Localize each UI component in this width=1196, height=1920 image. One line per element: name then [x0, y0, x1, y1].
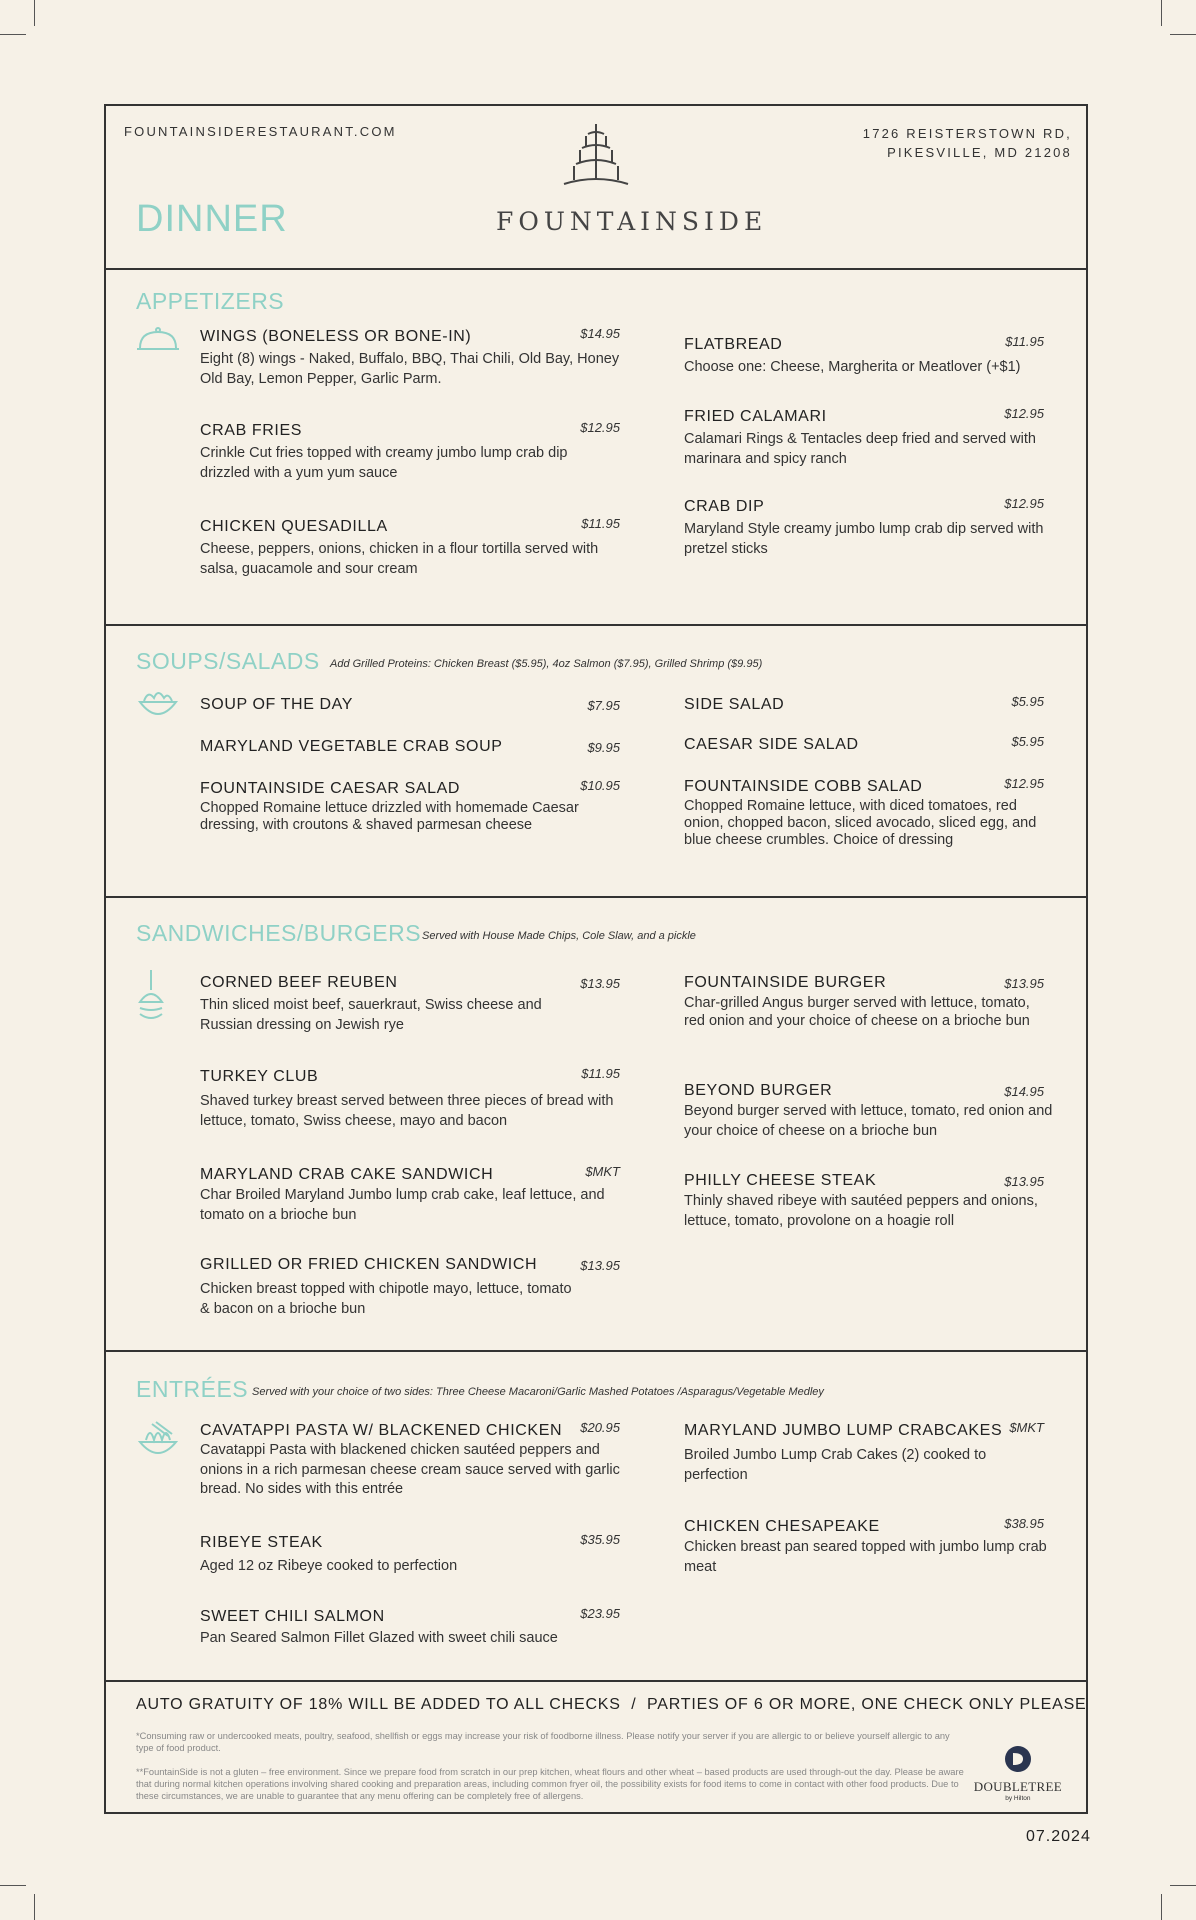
salad-bowl-icon	[136, 686, 180, 727]
burger-icon	[136, 968, 166, 1029]
cloche-icon	[136, 326, 180, 359]
item-price: $13.95	[580, 976, 620, 991]
menu-item	[200, 1068, 620, 1131]
item-price: $5.95	[1011, 694, 1044, 709]
item-name: SOUP OF THE DAY	[200, 696, 354, 713]
item-price: $12.95	[580, 420, 620, 435]
item-price: $35.95	[580, 1532, 620, 1547]
allergen-disclaimer: **FountainSide is not a gluten – free environment. Since we prepare food from scratch in our prep kitchen, wheat flours and other wheat – based products are used through-out the day. Please be aware that during normal kitchen operations involving shared cooking and preparation areas, including common fryer oil, the possibility exists for food items to come in contact with other food products. Due to these circumstances, we are unable to guarantee that any menu offering can be completely free of allergens.	[136, 1767, 964, 1801]
partner-sub: by Hilton	[1005, 1795, 1031, 1802]
fountain-icon	[556, 120, 636, 200]
section-title: ENTRÉES	[136, 1376, 249, 1402]
crop-mark	[34, 1894, 35, 1920]
menu-item	[200, 1422, 620, 1500]
item-price: $13.95	[580, 1258, 620, 1273]
item-name: FLATBREAD	[684, 336, 783, 353]
menu-item	[684, 336, 1044, 378]
menu-item	[684, 1082, 1053, 1141]
item-name: CORNED BEEF REUBEN	[200, 974, 398, 991]
website-link[interactable]: FOUNTAINSIDERESTAURANT.COM	[124, 124, 397, 139]
menu-item	[684, 974, 1044, 1030]
item-description: Cavatappi Pasta with blackened chicken sautéed peppers and onions in a rich parmesan cheese cream sauce served with garlic bread. No sides with this entrée	[200, 1442, 620, 1497]
menu-item	[200, 328, 620, 389]
item-price: $20.95	[580, 1420, 620, 1435]
menu-item	[684, 778, 1044, 849]
menu-item	[200, 518, 620, 579]
pasta-bowl-icon	[136, 1420, 180, 1465]
address-line-1: 1726 REISTERSTOWN RD,	[862, 126, 1072, 141]
crop-mark	[1161, 1894, 1162, 1920]
menu-item	[684, 696, 1044, 714]
menu-item	[684, 1172, 1044, 1231]
item-name: TURKEY CLUB	[200, 1068, 319, 1085]
item-price: $7.95	[587, 698, 620, 713]
menu-frame	[104, 104, 1088, 1814]
item-description: Choose one: Cheese, Margherita or Meatlover (+$1)	[684, 359, 1021, 375]
item-price: $11.95	[581, 516, 620, 531]
section-title: SANDWICHES/BURGERS	[136, 920, 422, 946]
crop-mark	[1170, 34, 1196, 35]
section-note: Served with your choice of two sides: Three Cheese Macaroni/Garlic Mashed Potatoes /Asparagus/Vegetable Medley	[252, 1386, 824, 1398]
item-price: $12.95	[1004, 406, 1044, 421]
item-description: Calamari Rings & Tentacles deep fried and served with marinara and spicy ranch	[684, 431, 1036, 467]
item-price: $MKT	[1009, 1420, 1044, 1435]
item-name: MARYLAND VEGETABLE CRAB SOUP	[200, 738, 503, 755]
item-description: Chopped Romaine lettuce, with diced tomatoes, red onion, chopped bacon, sliced avocado, sliced egg, and blue cheese crumbles. Choice of dressing	[684, 798, 1037, 848]
item-description: Beyond burger served with lettuce, tomato, red onion and your choice of cheese on a brioche bun	[684, 1103, 1053, 1139]
item-name: MARYLAND CRAB CAKE SANDWICH	[200, 1166, 494, 1183]
item-name: CHICKEN CHESAPEAKE	[684, 1518, 880, 1535]
item-price: $5.95	[1011, 734, 1044, 749]
tree-icon	[1003, 1744, 1033, 1774]
item-name: MARYLAND JUMBO LUMP CRABCAKES	[684, 1422, 1003, 1439]
item-description: Thin sliced moist beef, sauerkraut, Swiss cheese and Russian dressing on Jewish rye	[200, 997, 542, 1033]
menu-date: 07.2024	[1026, 1828, 1091, 1845]
item-description: Pan Seared Salmon Fillet Glazed with sweet chili sauce	[200, 1630, 558, 1646]
menu-item	[684, 408, 1044, 469]
item-price: $MKT	[585, 1164, 620, 1179]
section-appetizers	[106, 268, 1086, 626]
crop-mark	[1170, 1885, 1196, 1886]
menu-item	[200, 974, 620, 1035]
partner-name: DOUBLETREE	[973, 1779, 1062, 1794]
item-name: SIDE SALAD	[684, 696, 785, 713]
item-description: Shaved turkey breast served between three pieces of bread with lettuce, tomato, Swiss cheese, mayo and bacon	[200, 1093, 614, 1129]
restaurant-logo	[496, 120, 768, 236]
menu-item	[200, 1534, 620, 1577]
item-name: WINGS (BONELESS OR BONE-IN)	[200, 328, 472, 345]
crop-mark	[0, 1885, 26, 1886]
gratuity-notice: AUTO GRATUITY OF 18% WILL BE ADDED TO ALL CHECKS / PARTIES OF 6 OR MORE, ONE CHECK ONLY PLEASE	[136, 1696, 1087, 1713]
menu-item	[200, 422, 620, 483]
menu-header	[106, 106, 1086, 270]
item-description: Chicken breast topped with chipotle mayo, lettuce, tomato & bacon on a brioche bun	[200, 1281, 572, 1317]
item-name: CRAB FRIES	[200, 422, 303, 439]
item-name: SWEET CHILI SALMON	[200, 1608, 385, 1625]
item-description: Cheese, peppers, onions, chicken in a flour tortilla served with salsa, guacamole and sour cream	[200, 541, 599, 577]
section-entrees	[106, 1352, 1086, 1682]
item-description: Char Broiled Maryland Jumbo lump crab cake, leaf lettuce, and tomato on a brioche bun	[200, 1187, 605, 1223]
item-price: $9.95	[587, 740, 620, 755]
item-description: Chopped Romaine lettuce drizzled with homemade Caesar dressing, with croutons & shaved parmesan cheese	[200, 800, 579, 833]
item-price: $12.95	[1004, 776, 1044, 791]
item-name: CAVATAPPI PASTA W/ BLACKENED CHICKEN	[200, 1422, 563, 1439]
item-description: Char-grilled Angus burger served with lettuce, tomato, red onion and your choice of cheese on a brioche bun	[684, 995, 1030, 1029]
item-name: FOUNTAINSIDE BURGER	[684, 974, 887, 991]
item-price: $10.95	[580, 778, 620, 793]
menu-footer	[106, 1682, 1086, 1814]
item-name: FOUNTAINSIDE COBB SALAD	[684, 778, 923, 795]
logo-wordmark: FOUNTAINSIDE	[496, 207, 768, 236]
partner-logo	[974, 1744, 1062, 1802]
item-price: $12.95	[1004, 496, 1044, 511]
item-price: $13.95	[1004, 976, 1044, 991]
item-price: $11.95	[581, 1066, 620, 1081]
section-sandwiches-burgers	[106, 898, 1086, 1352]
food-safety-disclaimer: *Consuming raw or undercooked meats, poultry, seafood, shellfish or eggs may increase your risk of foodborne illness. Please notify your server if you are allergic to or believe yourself allergic to any type of food product.	[136, 1731, 950, 1753]
item-name: FOUNTAINSIDE CAESAR SALAD	[200, 780, 461, 797]
item-price: $23.95	[580, 1606, 620, 1621]
item-name: PHILLY CHEESE STEAK	[684, 1172, 877, 1189]
section-soups-salads	[106, 626, 1086, 898]
item-description: Thinly shaved ribeye with sautéed peppers and onions, lettuce, tomato, provolone on a hoagie roll	[684, 1193, 1038, 1229]
menu-item	[200, 738, 620, 756]
item-description: Chicken breast pan seared topped with jumbo lump crab meat	[684, 1539, 1047, 1575]
item-description: Maryland Style creamy jumbo lump crab dip served with pretzel sticks	[684, 521, 1044, 557]
item-name: BEYOND BURGER	[684, 1082, 833, 1099]
menu-item	[684, 498, 1044, 559]
menu-item	[200, 780, 620, 834]
item-price: $11.95	[1005, 334, 1044, 349]
section-note: Add Grilled Proteins: Chicken Breast ($5.95), 4oz Salmon ($7.95), Grilled Shrimp ($9.95)	[330, 658, 763, 670]
item-name: CHICKEN QUESADILLA	[200, 518, 388, 535]
section-title: SOUPS/SALADS	[136, 648, 320, 674]
menu-item	[200, 1166, 620, 1225]
menu-item	[684, 736, 1044, 754]
address-line-2: PIKESVILLE, MD 21208	[887, 145, 1072, 160]
item-price: $14.95	[580, 326, 620, 341]
section-note: Served with House Made Chips, Cole Slaw, and a pickle	[422, 930, 696, 942]
item-description: Aged 12 oz Ribeye cooked to perfection	[200, 1558, 458, 1574]
crop-mark	[1161, 0, 1162, 26]
item-description: Broiled Jumbo Lump Crab Cakes (2) cooked to perfection	[684, 1447, 987, 1483]
item-description: Crinkle Cut fries topped with creamy jumbo lump crab dip drizzled with a yum yum sauce	[200, 445, 568, 481]
menu-item	[684, 1422, 1044, 1485]
item-price: $38.95	[1004, 1516, 1044, 1531]
item-price: $13.95	[1004, 1174, 1044, 1189]
crop-mark	[34, 0, 35, 26]
item-description: Eight (8) wings - Naked, Buffalo, BBQ, Thai Chili, Old Bay, Honey Old Bay, Lemon Pepper, Garlic Parm.	[200, 351, 620, 387]
item-name: FRIED CALAMARI	[684, 408, 827, 425]
item-price: $14.95	[1004, 1084, 1044, 1099]
item-name: RIBEYE STEAK	[200, 1534, 323, 1551]
crop-mark	[0, 34, 26, 35]
item-name: CAESAR SIDE SALAD	[684, 736, 859, 753]
menu-item	[200, 1608, 620, 1649]
menu-item	[684, 1516, 1047, 1577]
section-title: APPETIZERS	[136, 288, 285, 314]
menu-title: DINNER	[136, 198, 288, 240]
item-name: CRAB DIP	[684, 498, 765, 515]
address	[863, 124, 1072, 162]
item-name: GRILLED OR FRIED CHICKEN SANDWICH	[200, 1256, 538, 1273]
menu-item	[200, 1256, 620, 1319]
menu-item	[200, 696, 620, 714]
